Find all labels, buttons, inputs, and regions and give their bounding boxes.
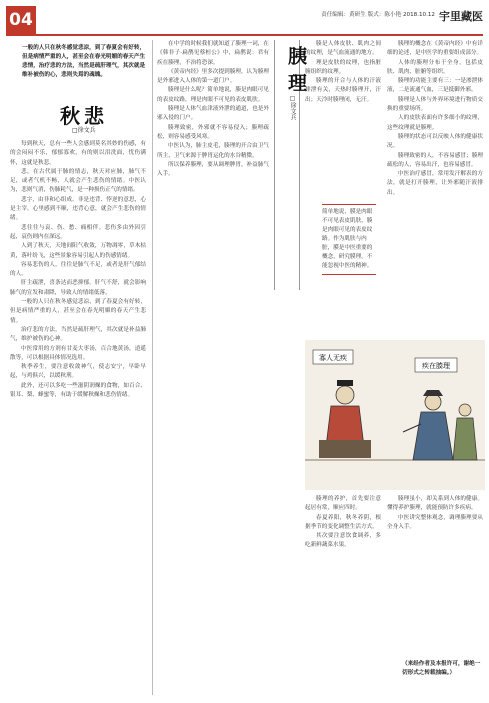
article2-footnote: （来经作者及本报许可，谢绝一切形式之转载抽编。） xyxy=(402,661,481,676)
paragraph: 腠理的开合与人体的汗液排泄有关，天热时腠理开，汗出；天冷时腠理闭，无汗。 xyxy=(305,78,381,103)
article2-title: 胰理 xyxy=(285,46,307,100)
article2-column-4 xyxy=(305,495,381,551)
illustration xyxy=(305,340,485,490)
paragraph: 腠理致密，外邪就不容易侵入；腠理疏松，则容易感受风寒。 xyxy=(157,124,269,140)
paragraph: 人体的腠理分布于全身，包括皮肤、肌肉、脏腑等组织。 xyxy=(387,59,483,75)
paragraph: 腠理致密的人，不容易感冒；腠理疏松的人，容易出汗，也容易感冒。 xyxy=(387,152,483,168)
paragraph: 腠理是什么呢？简单地说，腠是肉眼可见的表皮纹路，理是肉眼不可见的表皮肌肤。 xyxy=(157,87,269,103)
paragraph: 中医认为，肺主皮毛，腠理的开合由卫气所主，卫气来源于脾胃运化的水谷精微。 xyxy=(157,143,269,159)
paragraph: 人到了秋天，天地间阳气收敛，万物凋零，草木枯黄，落叶纷飞，这些景象容易引起人的伤感情绪。 xyxy=(10,243,146,259)
column-divider xyxy=(152,40,153,695)
paragraph: 所以保养腠理，要从调理脾胃，补益肺气入手。 xyxy=(157,161,269,178)
speech-left: 寡人无疾 xyxy=(319,354,347,362)
article1-author: □徐文兵 xyxy=(72,127,96,134)
article2-note: 简单地说，膜是肉眼不可见表皮肌肤，腠是肉眼可见的表皮纹路。作为肌肤与内脏，膜是中医重要的概念，研究膜理，不能忽视中医的精神。 xyxy=(322,204,376,275)
paragraph: 此外，还可以多吃一些滋阴润燥的食物，如百合、银耳、梨、蜂蜜等，有助于缓解秋燥和悲伤情绪。 xyxy=(10,382,146,399)
paragraph: 理是皮肤的纹理，也指脏腑组织的纹理。 xyxy=(305,59,381,75)
article2-column-1 xyxy=(157,40,269,179)
paragraph: 《黄帝内经》里多次提到腠理，认为腠理是外邪进入人体的第一道门户。 xyxy=(157,68,269,85)
paragraph: 春夏养阳，秋冬养阴，根据季节的变化调整生活方式。 xyxy=(305,514,381,530)
header-meta: 责任编辑：黄研生 版式：陈小艳 2018.10.12 xyxy=(321,12,435,19)
paragraph: 治疗悲的方法，当然是疏肝理气，其次就是补益肺气，维护被伤的心神。 xyxy=(10,326,146,343)
article2-column-2 xyxy=(305,40,381,105)
paragraph: 腠理是人体气血津液外泄的通道，也是外邪入侵的门户。 xyxy=(157,106,269,122)
paragraph: 悲往往与哀、伤、愁、痛相伴。悲伤多由外因引起，哀伤则内在深远。 xyxy=(10,224,146,240)
paragraph: 每到秋天，总有一些人会感到莫名其妙的伤感，有的会闷闷不乐，郁郁寡欢，有的则以泪洗面，忧伤满怀，这就是秋悲。 xyxy=(10,141,146,166)
paragraph: 悲字，由非和心组成。非是违背、悖逆的意思，心是主宰。心里感到不顺，违背心意，就会产生悲伤的情绪。 xyxy=(10,196,146,222)
paragraph: 中医治疗感冒，常用发汗解表的方法，就是打开腠理，让外邪随汗液排出。 xyxy=(387,171,483,196)
page-number: 04 xyxy=(6,6,36,34)
article2-column-5 xyxy=(387,495,483,532)
article1-body xyxy=(10,140,146,400)
section-name: 宇里藏医 xyxy=(439,10,483,23)
paragraph: 人的皮肤表面有许多细小的纹理，这些纹理就是腠理。 xyxy=(387,115,483,131)
article1-title: 秋悲 xyxy=(60,104,108,128)
paragraph: 腠理的状态可以反映人体的健康状况。 xyxy=(387,133,483,150)
paragraph: 悲，在古代属于肺的情志，秋天对应肺，肺气不足，或者气机不畅，人就会产生悲伤的情绪。中医认为，悲则气消，伤肺耗气，是一种损伤正气的情绪。 xyxy=(10,168,146,194)
paragraph: 秋季养生，要注意收敛神气，使志安宁，早卧早起，与鸡俱兴，以缓秋刑。 xyxy=(10,364,146,380)
paragraph: 中医讲究整体观念，调理腠理要从全身入手。 xyxy=(387,514,483,530)
paragraph: 一般的人只在秋冬感觉悲凉，到了春夏会有好转，但是病情严重的人，甚至会在春光明媚的春天产生悲情。 xyxy=(10,299,146,324)
paragraph: 中医常用的方剂有甘麦大枣汤，百合地黄汤，逍遥散等，可以根据具体情况选用。 xyxy=(10,345,146,361)
article2-author: □徐文兵 xyxy=(289,95,296,120)
paragraph: 肝主疏泄，喜条达而恶抑郁。肝气不舒，就会影响肺气的宣发和肃降，导致人的情绪低落。 xyxy=(10,280,146,296)
paragraph: 腠理的功能主要有三：一是渗泄体液，二是流通气血，三是抵御外邪。 xyxy=(387,78,483,94)
article2-column-3 xyxy=(387,40,483,198)
paragraph: 其次要注意饮食调养，多吃新鲜蔬菜水果。 xyxy=(305,533,381,549)
paragraph: 在中学的时候我们就知道了腠理一词，在《韩非子·扁鹊见蔡桓公》中，扁鹊说：君有疾在腠理，不治将恐深。 xyxy=(157,41,269,66)
article1-lead: 一般的人只在秋冬感觉悲凉，到了春夏会有好转，但是病情严重的人，甚至会在春光明媚的春天产生悲情，治疗悲的方法，当然是疏肝理气，其次就是维补被伤的心，悲则失焉的魂魄。 xyxy=(22,45,146,78)
paragraph: 腠理的养护，首先要注意起居有常，顺应四时。 xyxy=(305,496,381,512)
paragraph: 容易悲伤的人，往往是肺气不足，或者是肝气郁结的人。 xyxy=(10,261,146,278)
page-header xyxy=(321,8,483,24)
header-rule xyxy=(6,34,483,36)
paragraph: 胰理的概念在《黄帝内经》中有详细的论述，是中医学的重要组成部分。 xyxy=(387,41,483,57)
paragraph: 腠理虽小，却关系到人体的健康。懂得养护腠理，就能预防许多疾病。 xyxy=(387,496,483,512)
paragraph: 腠理是人体与外界环境进行物质交换的重要场所。 xyxy=(387,96,483,113)
speech-right: 疾在腠理 xyxy=(422,362,450,370)
paragraph: 腠是人体皮肤、肌肉之间的纹理，是气血流通的地方。 xyxy=(305,41,381,57)
